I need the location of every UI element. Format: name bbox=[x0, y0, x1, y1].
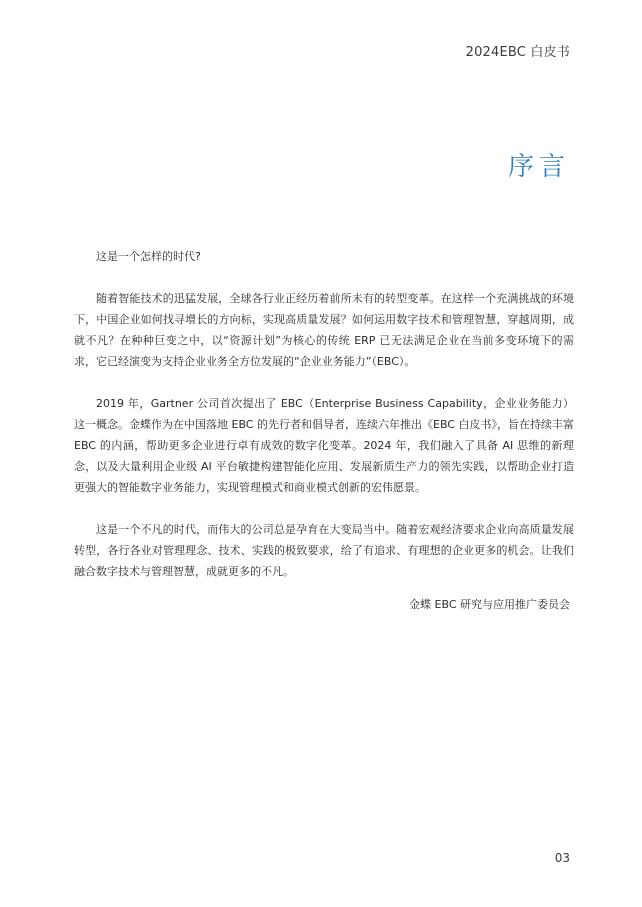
paragraph-question: 这是一个怎样的时代? bbox=[96, 250, 201, 263]
paragraph-context: 随着智能技术的迅猛发展，全球各行业正经历着前所未有的转型变革。在这样一个充满挑战的环境下，中国企业如何找寻增长的方向标，实现高质量发展？如何运用数字技术和管理智慧，穿越周期，成就不凡？在种种巨变之中，以“资源计划”为核心的传统 ERP 已无法满足企业在当前多变环境下的需求，它已经演变为支持企业业务全方位发展的“企业业务能力”（EBC）。 bbox=[74, 292, 574, 368]
page-number: 03 bbox=[554, 851, 570, 865]
signature: 金蝶 EBC 研究与应用推广委员会 bbox=[409, 598, 570, 611]
paragraph-ebc-history: 2019 年，Gartner 公司首次提出了 EBC（Enterprise Business Capability，企业业务能力）这一概念。金蝶作为在中国落地 EBC 的先行者和倡导者，连续六年推出《EBC 白皮书》，旨在持续丰富 EBC 的内涵，帮助更多企业进行卓有成效的数字化变革。2024 年，我们融入了具备 AI 思维的新理念，以及大量利用企业级 AI 平台敏捷构建智能化应用、发展新质生产力的领先实践，以帮助企业打造更强大的智能数字业务能力，实现管理模式和商业模式创新的宏伟愿景。 bbox=[74, 397, 574, 494]
preface-body bbox=[74, 246, 574, 603]
document-header: 2024EBC 白皮书 bbox=[465, 45, 570, 60]
paragraph-closing: 这是一个不凡的时代，而伟大的公司总是孕育在大变局当中。随着宏观经济要求企业向高质量发展转型，各行各业对管理理念、技术、实践的极致要求，给了有追求、有理想的企业更多的机会。让我们融合数字技术与管理智慧，成就更多的不凡。 bbox=[74, 523, 574, 578]
page-title: 序言 bbox=[507, 152, 570, 182]
